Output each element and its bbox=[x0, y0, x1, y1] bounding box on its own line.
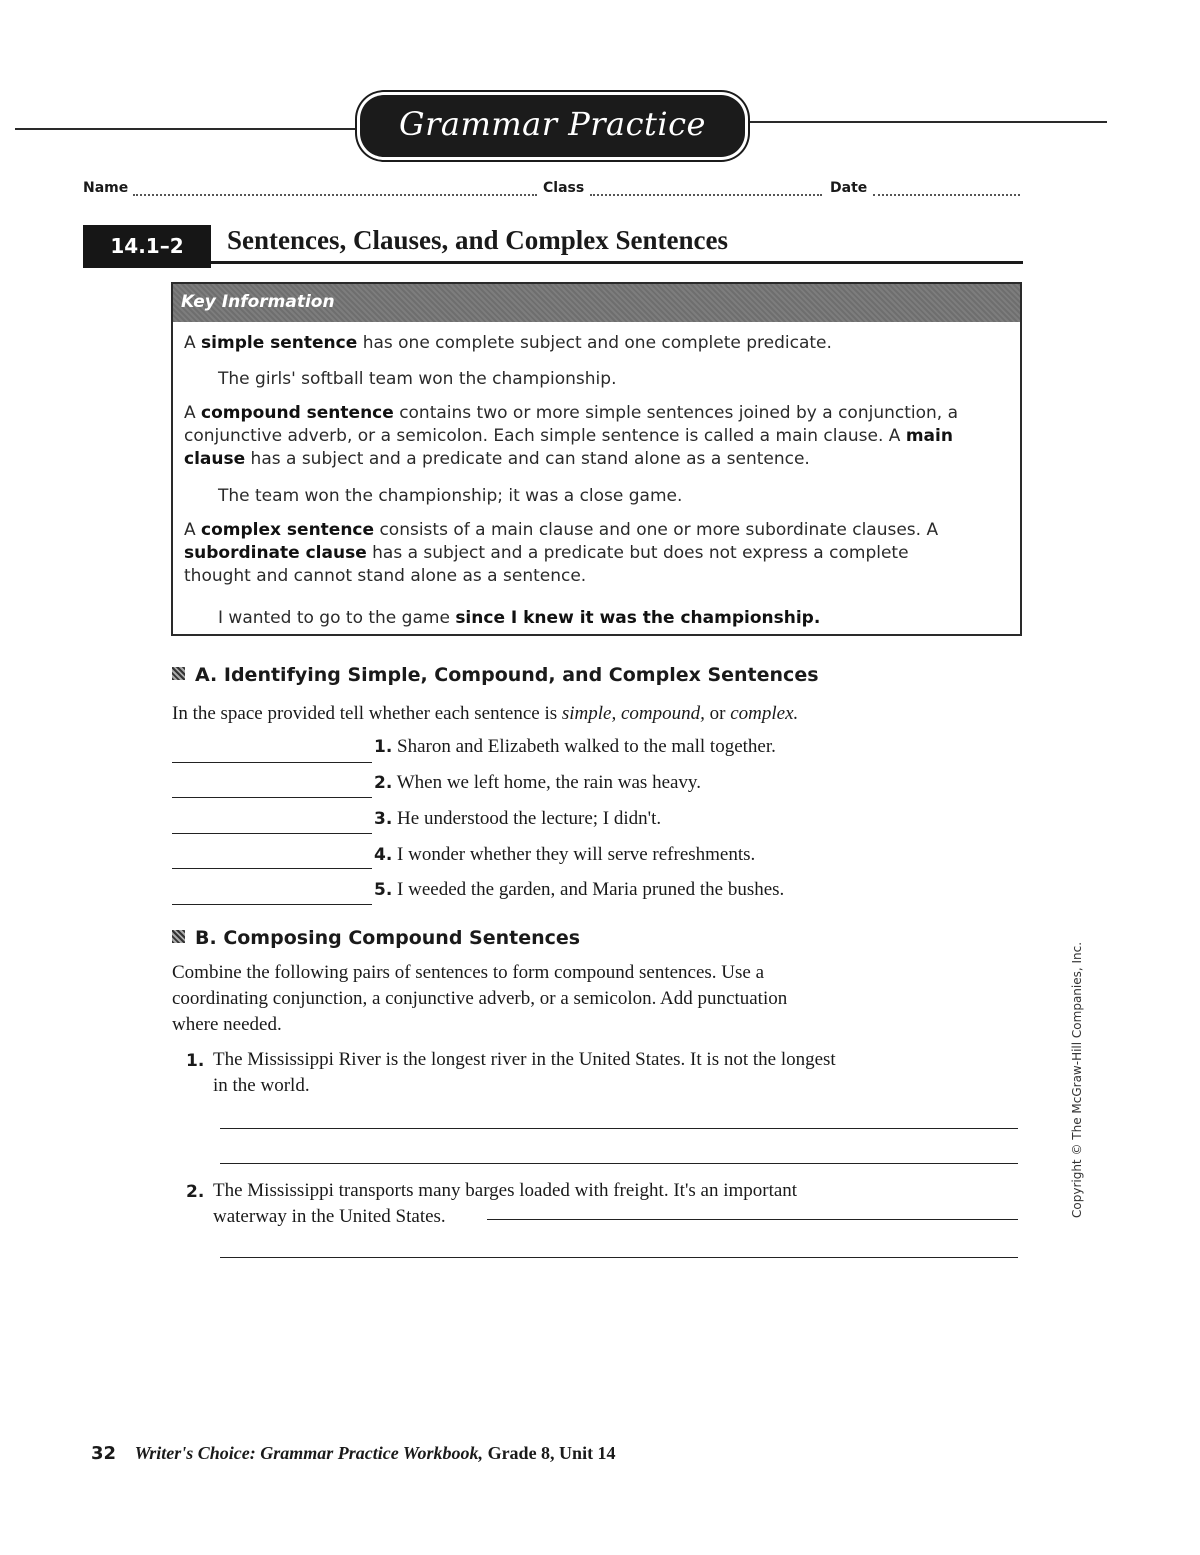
section-a-item-1 bbox=[374, 736, 776, 758]
complex-sentence-definition bbox=[184, 519, 954, 588]
item-number: 2. bbox=[374, 773, 393, 793]
answer-blank-5[interactable] bbox=[172, 904, 372, 905]
complex-sentence-example bbox=[218, 607, 820, 630]
text: compound, bbox=[620, 703, 705, 724]
item-number: 1. bbox=[374, 737, 393, 757]
section-a-title: A. Identifying Simple, Compound, and Complex Sentences bbox=[195, 664, 819, 686]
item-number: 3. bbox=[374, 809, 393, 829]
lesson-title-rule bbox=[211, 261, 1023, 264]
page-footer bbox=[91, 1443, 616, 1464]
writing-line-2a[interactable] bbox=[487, 1219, 1018, 1220]
text: simple, bbox=[561, 703, 617, 724]
section-a-instruction bbox=[172, 701, 798, 727]
writing-line-1b[interactable] bbox=[220, 1163, 1018, 1164]
item-text: Sharon and Elizabeth walked to the mall together. bbox=[397, 736, 776, 757]
text: complex. bbox=[730, 703, 799, 724]
text: has one complete subject and one complete predicate. bbox=[362, 333, 832, 353]
item-text: When we left home, the rain was heavy. bbox=[396, 772, 701, 793]
worksheet-title: Grammar Practice bbox=[399, 105, 706, 143]
text: or bbox=[709, 703, 726, 724]
name-field[interactable] bbox=[133, 194, 537, 196]
text: consists of a main clause and one or more subordinate clauses. bbox=[379, 520, 922, 540]
writing-line-1a[interactable] bbox=[220, 1128, 1018, 1129]
simple-sentence-definition bbox=[184, 332, 1004, 355]
text: I wanted to go to the game bbox=[218, 608, 450, 628]
term-complex-sentence: complex sentence bbox=[201, 520, 375, 540]
grade-unit: Grade 8, Unit 14 bbox=[487, 1443, 616, 1463]
key-information-heading: Key Information bbox=[181, 292, 335, 312]
answer-blank-3[interactable] bbox=[172, 833, 372, 834]
text: A bbox=[926, 520, 939, 540]
book-title: Writer's Choice: Grammar Practice Workbook, bbox=[134, 1443, 484, 1463]
text: The Mississippi transports many barges loaded with freight. It's an important bbox=[213, 1180, 798, 1201]
section-b-instruction bbox=[172, 960, 932, 1038]
section-a-item-3 bbox=[374, 808, 661, 830]
section-b-item-2-text bbox=[213, 1178, 797, 1230]
section-b-title: B. Composing Compound Sentences bbox=[195, 927, 581, 949]
section-marker-icon bbox=[172, 667, 185, 680]
lesson-title: Sentences, Clauses, and Complex Sentences bbox=[227, 225, 729, 255]
section-marker-icon bbox=[172, 930, 185, 943]
lesson-number: 14.1–2 bbox=[83, 225, 211, 268]
answer-blank-4[interactable] bbox=[172, 868, 372, 869]
class-label: Class bbox=[543, 180, 585, 196]
text: In the space provided tell whether each sentence is bbox=[172, 703, 558, 724]
section-b-item-2-number: 2. bbox=[186, 1182, 205, 1202]
item-number: 5. bbox=[374, 880, 393, 900]
class-field[interactable] bbox=[590, 194, 822, 196]
section-a-item-4 bbox=[374, 844, 755, 866]
text: contains two or more simple sentences joined by a conjunction, a conjunctive adverb, or a semicolon. Each simple sentence is called a main clause. A bbox=[184, 403, 959, 446]
section-a-item-5 bbox=[374, 879, 784, 901]
text: coordinating conjunction, a conjunctive adverb, or a semicolon. Add punctuation bbox=[172, 988, 788, 1009]
text: A bbox=[184, 333, 196, 353]
term-compound-sentence: compound sentence bbox=[201, 403, 394, 423]
item-text: He understood the lecture; I didn't. bbox=[397, 808, 662, 829]
page-number: 32 bbox=[91, 1443, 117, 1464]
item-text: I weeded the garden, and Maria pruned the bushes. bbox=[397, 879, 785, 900]
date-label: Date bbox=[830, 180, 868, 196]
simple-sentence-example: The girls' softball team won the championship. bbox=[218, 369, 617, 389]
compound-sentence-example: The team won the championship; it was a close game. bbox=[218, 486, 683, 506]
section-a-item-2 bbox=[374, 772, 701, 794]
term-subordinate-clause: subordinate clause bbox=[184, 543, 367, 563]
key-information-box bbox=[171, 282, 1022, 636]
copyright-notice: Copyright © The McGraw-Hill Companies, Inc. bbox=[1070, 941, 1084, 1218]
item-text: I wonder whether they will serve refreshments. bbox=[397, 844, 756, 865]
answer-blank-2[interactable] bbox=[172, 797, 372, 798]
text: Combine the following pairs of sentences to form compound sentences. Use a bbox=[172, 962, 765, 983]
key-information-header bbox=[173, 284, 1020, 322]
worksheet-title-banner bbox=[360, 95, 745, 157]
date-field[interactable] bbox=[873, 194, 1020, 196]
text: has a subject and a predicate and can stand alone as a sentence. bbox=[250, 449, 810, 469]
name-label: Name bbox=[83, 180, 129, 196]
section-b-item-1-text bbox=[213, 1047, 836, 1099]
writing-line-2b[interactable] bbox=[220, 1257, 1018, 1258]
text: has a subject and a predicate but does not express a complete thought and cannot stand alone as a sentence. bbox=[184, 543, 909, 586]
term-simple-sentence: simple sentence bbox=[201, 333, 358, 353]
item-number: 4. bbox=[374, 845, 393, 865]
compound-sentence-definition bbox=[184, 402, 992, 471]
text: A bbox=[184, 520, 196, 540]
text: A bbox=[184, 403, 196, 423]
section-a-heading bbox=[172, 664, 819, 686]
text: in the world. bbox=[213, 1075, 310, 1096]
header-rule-left bbox=[15, 128, 360, 130]
section-b-heading bbox=[172, 927, 580, 949]
text: waterway in the United States. bbox=[213, 1206, 446, 1227]
header-rule-right bbox=[745, 121, 1107, 123]
text: where needed. bbox=[172, 1014, 282, 1035]
text: The Mississippi River is the longest river in the United States. It is not the longest bbox=[213, 1049, 836, 1070]
term-main-clause: main clause bbox=[184, 426, 953, 469]
subordinate-clause-example: since I knew it was the championship. bbox=[455, 608, 821, 628]
answer-blank-1[interactable] bbox=[172, 762, 372, 763]
section-b-item-1-number: 1. bbox=[186, 1051, 205, 1071]
